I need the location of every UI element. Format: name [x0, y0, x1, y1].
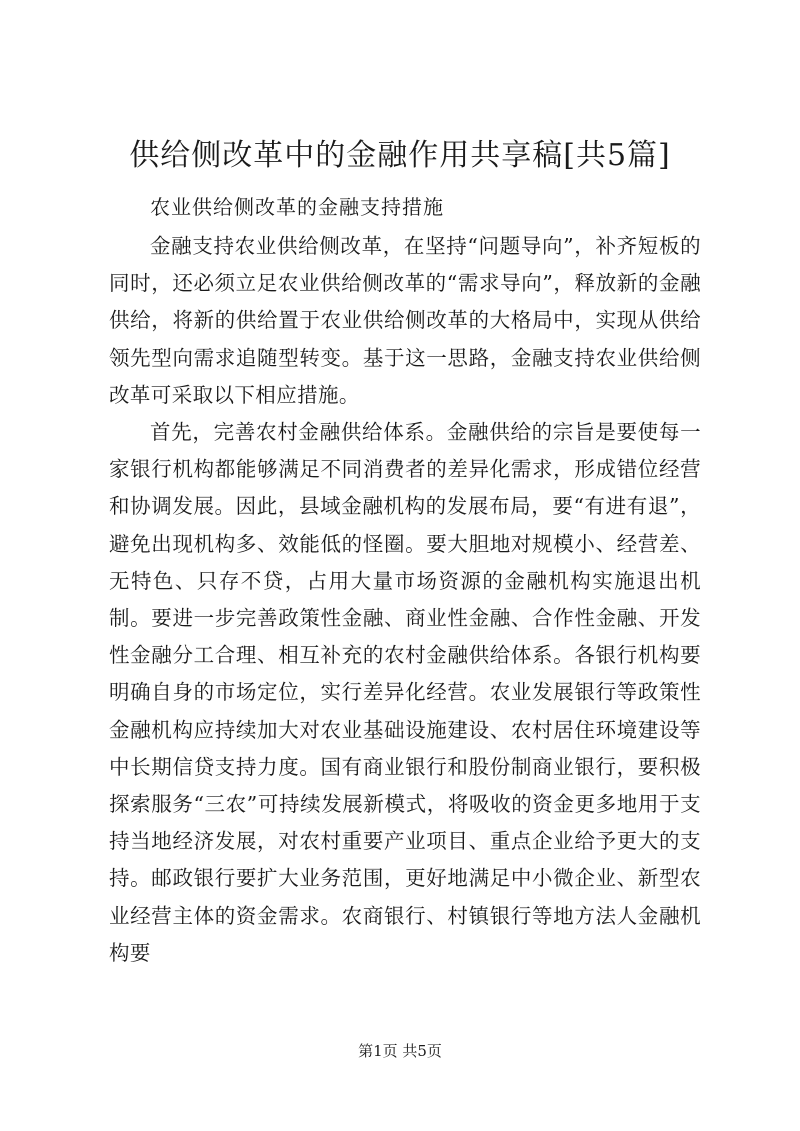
- document-subtitle: 农业供给侧改革的金融支持措施: [150, 195, 444, 219]
- document-title: 供给侧改革中的金融作用共享稿[共5篇]: [129, 138, 671, 173]
- document-body: [109, 228, 701, 972]
- paragraph: 首先，完善农村金融供给体系。金融供给的宗旨是要使每一家银行机构都能够满足不同消费者的差异化需求，形成错位经营和协调发展。因此，县域金融机构的发展布局，要“有进有退”，避免出现机构多、效能低的怪圈。要大胆地对规模小、经营差、无特色、只存不贷，占用大量市场资源的金融机构实施退出机制。要进一步完善政策性金融、商业性金融、合作性金融、开发性金融分工合理、相互补充的农村金融供给体系。各银行机构要明确自身的市场定位，实行差异化经营。农业发展银行等政策性金融机构应持续加大对农业基础设施建设、农村居住环境建设等中长期信贷支持力度。国有商业银行和股份制商业银行，要积极探索服务“三农”可持续发展新模式，将吸收的资金更多地用于支持当地经济发展，对农村重要产业项目、重点企业给予更大的支持。邮政银行要扩大业务范围，更好地满足中小微企业、新型农业经营主体的资金需求。农商银行、村镇银行等地方法人金融机构要: [109, 420, 701, 965]
- page-number-footer: 第1页 共5页: [358, 1042, 442, 1060]
- paragraph: 金融支持农业供给侧改革，在坚持“问题导向”，补齐短板的同时，还必须立足农业供给侧改革的“需求导向”，释放新的金融供给，将新的供给置于农业供给侧改革的大格局中，实现从供给领先型向需求追随型转变。基于这一思路，金融支持农业供给侧改革可采取以下相应措施。: [109, 234, 701, 407]
